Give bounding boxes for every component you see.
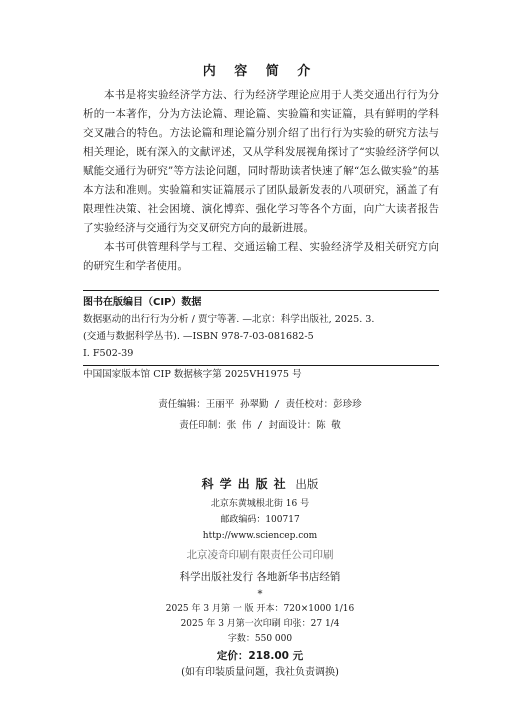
separator-star: * — [257, 589, 263, 600]
summary-section — [83, 86, 439, 276]
cip-line: (交通与数据科学丛书). —ISBN 978-7-03-081682-5 — [83, 331, 314, 342]
distribution-line: 科学出版社发行 各地新华书店经销 — [179, 571, 341, 583]
cip-line: 数据驱动的出行行为分析 / 贾宁等著. —北京：科学出版社, 2025. 3. — [83, 314, 375, 325]
word-count: 字数：550 000 — [227, 634, 293, 644]
summary-paragraph: 本书是将实验经济学方法、行为经济学理论应用于人类交通出行行为分析的一本著作，分为方法论篇、理论篇、实验篇和实证篇，具有鲜明的学科交叉融合的特色。方法论篇和理论篇分别介绍了出行行为实验的研究方法与相关理论，既有深入的文献评述，又从学科发展视角探讨了“实验经济学何以赋能交通行为研究”等方法论问题，同时帮助读者快速了解“怎么做实验”的基本方法和准则。实验篇和实证篇展示了团队最新发表的八项研究，涵盖了有限理性决策、社会困境、演化博弈、强化学习等各个方面，向广大读者报告了实验经济与交通行为交叉研究方向的最新进展。 — [83, 89, 439, 234]
credit-line: 责任印制：张 伟 / 封面设计：陈 敬 — [179, 420, 341, 431]
cip-line: Ⅰ. F502-39 — [83, 348, 134, 359]
summary-paragraph: 本书可供管理科学与工程、交通运输工程、实验经济学及相关研究方向的研究生和学者使用。 — [83, 241, 439, 272]
cip-block — [83, 290, 439, 383]
publisher-address: 北京东黄城根北街 16 号 — [210, 499, 310, 509]
publisher-name — [0, 472, 520, 496]
divider — [83, 290, 439, 291]
credits — [0, 394, 520, 436]
page-title: 内 容 简 介 — [202, 64, 318, 79]
publisher-suffix: 出版 — [295, 477, 319, 491]
credit-line: 责任编辑：王丽平 孙翠勤 / 责任校对：彭珍珍 — [158, 399, 362, 410]
cip-record — [83, 311, 439, 362]
printer-line: 北京凌奇印刷有限责任公司印刷 — [186, 549, 334, 561]
cip-line: 中国国家版本馆 CIP 数据核字第 2025VH1975 号 — [83, 369, 302, 380]
quality-notice: (如有印装质量问题，我社负责调换) — [181, 667, 339, 678]
price: 定价：218.00 元 — [216, 650, 304, 662]
cip-heading: 图书在版编目（CIP）数据 — [83, 297, 202, 308]
publisher-postcode: 邮政编码：100717 — [220, 515, 300, 525]
publisher-logo: 科学出版社 — [201, 477, 292, 491]
printing-line: 2025 年 3 月第一次印刷 印张：27 1/4 — [180, 619, 340, 629]
publisher-website: http://www.sciencep.com — [202, 531, 318, 541]
publisher-info — [0, 472, 520, 681]
edition-line: 2025 年 3 月第 一 版 开本：720×1000 1/16 — [165, 604, 355, 614]
